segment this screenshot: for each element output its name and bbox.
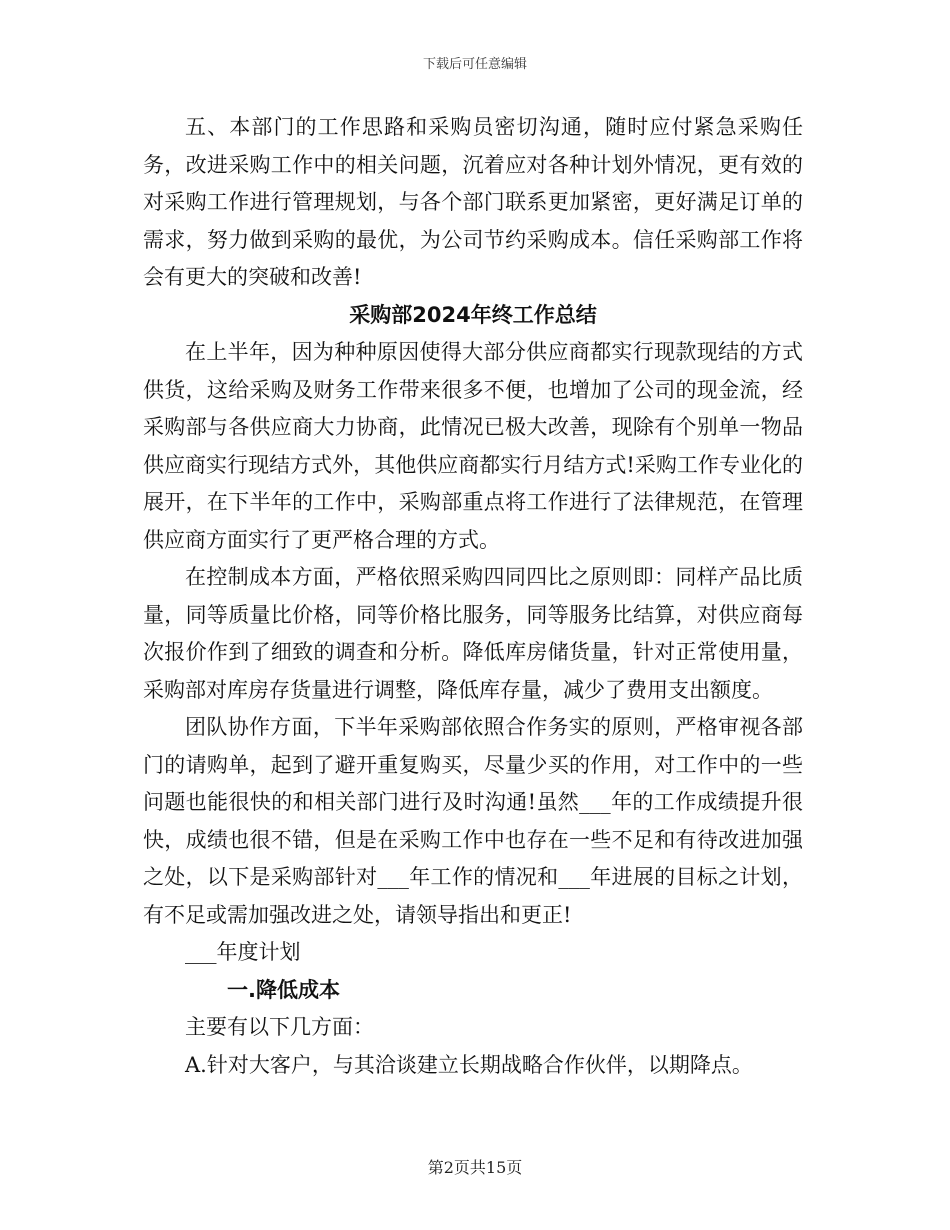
header-note: 下载后可任意编辑 xyxy=(422,57,527,72)
intro-line: 主要有以下几方面： xyxy=(185,1015,374,1039)
paragraph-2: 在上半年，因为种种原因使得大部分供应商都实行现款现结的方式供货，这给采购及财务工作带来很多不便，也增加了公司的现金流，经采购部与各供应商大力协商，此情况已极大改善，现除有个别单一物品供应商实行现结方式外，其他供应商都实行月结方式!采购工作专业化的展开，在下半年的工作中，采购部重点将工作进行了法律规范，在管理供应商方面实行了更严格合理的方式。 xyxy=(143,340,803,552)
page-number: 第2页共15页 xyxy=(427,1158,523,1177)
document-title: 采购部2024年终工作总结 xyxy=(349,302,597,327)
paragraph-1: 五、本部门的工作思路和采购员密切沟通，随时应付紧急采购任务，改进采购工作中的相关问题，沉着应对各种计划外情况，更有效的对采购工作进行管理规划，与各个部门联系更加紧密，更好满足订单的需求，努力做到采购的最优，为公司节约采购成本。信任采购部工作将会有更大的突破和改善! xyxy=(143,115,803,289)
document-body xyxy=(143,109,803,1084)
paragraph-3: 在控制成本方面，严格依照采购四同四比之原则即：同样产品比质量，同等质量比价格，同等价格比服务，同等服务比结算，对供应商每次报价作到了细致的调查和分析。降低库房储货量，针对正常使用量，采购部对库房存货量进行调整，降低库存量，减少了费用支出额度。 xyxy=(143,565,803,702)
paragraph-4: 团队协作方面，下半年采购部依照合作务实的原则，严格审视各部门的请购单，起到了避开重复购买，尽量少买的作用，对工作中的一些问题也能很快的和相关部门进行及时沟通!虽然___年的工作成绩提升很快，成绩也很不错，但是在采购工作中也存在一些不足和有待改进加强之处，以下是采购部针对___年工作的情况和___年进展的目标之计划，有不足或需加强改进之处，请领导指出和更正! xyxy=(143,715,803,927)
plan-label: ___年度计划 xyxy=(185,940,301,964)
section-heading-1: 一.降低成本 xyxy=(227,977,340,1002)
list-item-a: A.针对大客户，与其洽谈建立长期战略合作伙伴，以期降点。 xyxy=(185,1052,753,1077)
